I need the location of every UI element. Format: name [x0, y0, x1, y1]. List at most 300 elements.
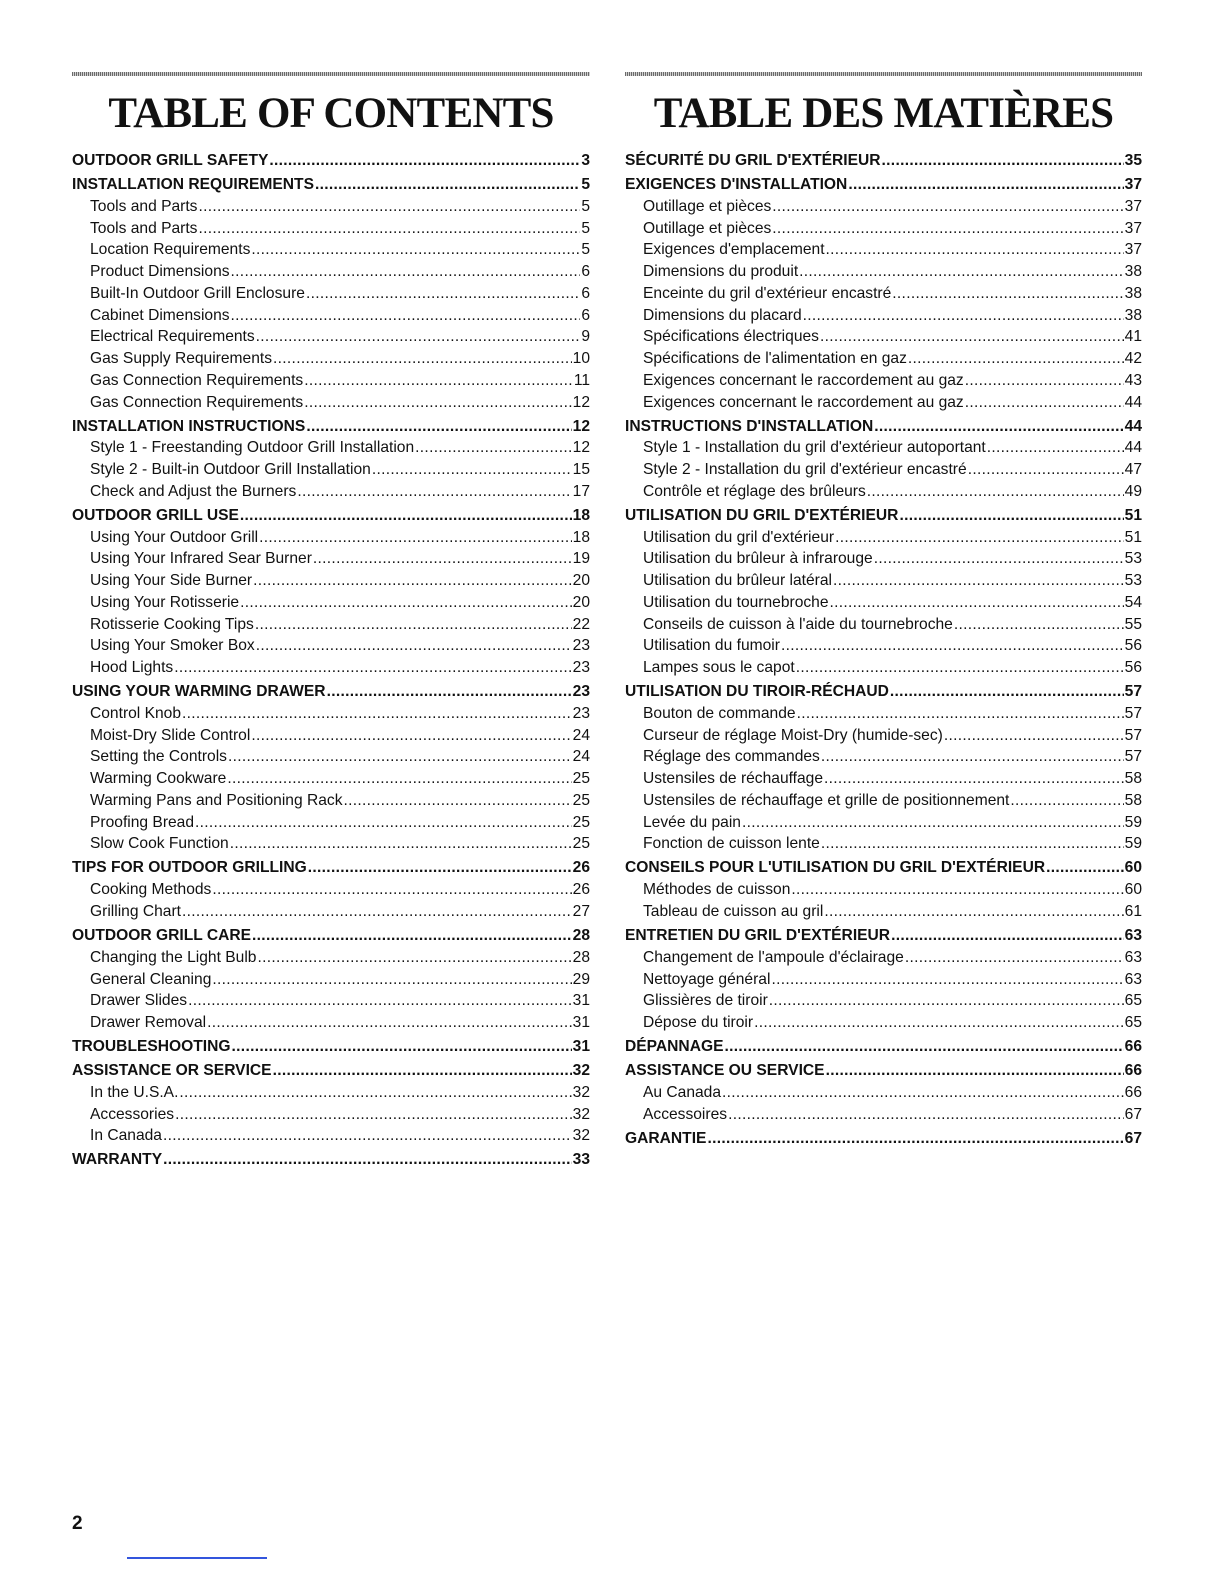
entry-page-number: 44 [1124, 417, 1142, 435]
entry-label: Gas Supply Requirements [90, 350, 273, 368]
dot-leader [163, 1125, 572, 1147]
toc-section-entry[interactable] [72, 1060, 590, 1082]
entry-page-number: 41 [1124, 328, 1142, 346]
dot-leader [772, 196, 1123, 218]
toc-subentry[interactable] [625, 218, 1142, 240]
entry-label: Slow Cook Function [90, 835, 229, 853]
dot-leader [821, 833, 1124, 855]
toc-section-entry[interactable] [72, 416, 590, 438]
dot-leader [905, 947, 1124, 969]
dot-leader [182, 901, 572, 923]
entry-label: Warming Cookware [90, 770, 227, 788]
entry-page-number: 15 [572, 461, 590, 479]
toc-subentry[interactable] [72, 990, 590, 1012]
entry-page-number: 43 [1124, 371, 1142, 389]
toc-subentry[interactable] [625, 326, 1142, 348]
dot-leader [256, 326, 581, 348]
toc-subentry[interactable] [72, 326, 590, 348]
dot-leader [742, 812, 1124, 834]
entry-label: Using Your Smoker Box [90, 637, 255, 655]
toc-subentry[interactable] [72, 481, 590, 503]
dot-leader [297, 481, 571, 503]
entry-label: INSTALLATION REQUIREMENTS [72, 176, 314, 194]
dot-leader [255, 614, 572, 636]
entry-label: Utilisation du gril d'extérieur [643, 528, 835, 546]
dot-leader [227, 768, 571, 790]
dot-leader [253, 570, 572, 592]
toc-subentry[interactable] [625, 305, 1142, 327]
entry-page-number: 67 [1124, 1129, 1142, 1147]
entry-label: Exigences concernant le raccordement au gaz [643, 371, 964, 389]
toc-subentry[interactable] [625, 592, 1142, 614]
entry-page-number: 3 [581, 152, 590, 169]
toc-subentry[interactable] [72, 218, 590, 240]
entry-label: Built-In Outdoor Grill Enclosure [90, 284, 305, 302]
dot-leader [899, 505, 1123, 527]
dot-leader [833, 570, 1124, 592]
toc-section-entry[interactable] [72, 505, 590, 527]
toc-subentry[interactable] [72, 746, 590, 768]
entry-label: Using Your Outdoor Grill [90, 528, 259, 546]
toc-subentry[interactable] [72, 703, 590, 725]
entry-label: INSTALLATION INSTRUCTIONS [72, 417, 306, 435]
entry-page-number: 35 [1124, 152, 1142, 169]
entry-page-number: 37 [1124, 241, 1142, 259]
dot-leader [867, 481, 1124, 503]
entry-page-number: 27 [572, 902, 590, 920]
dot-leader [212, 969, 571, 991]
toc-title: TABLE DES MATIÈRES [653, 90, 1114, 137]
entry-page-number: 6 [581, 284, 590, 302]
entry-page-number: 58 [1124, 770, 1142, 788]
entry-label: Conseils de cuisson à l'aide du tournebroche [643, 615, 953, 633]
dot-leader [968, 459, 1124, 481]
entry-label: Spécifications de l'alimentation en gaz [643, 350, 907, 368]
entry-page-number: 38 [1124, 284, 1142, 302]
entry-page-number: 5 [581, 176, 590, 194]
toc-subentry[interactable] [72, 812, 590, 834]
toc-subentry[interactable] [72, 283, 590, 305]
dot-leader [724, 1036, 1123, 1058]
toc-subentry[interactable] [625, 481, 1142, 503]
entry-page-number: 55 [1124, 615, 1142, 633]
dot-leader [908, 348, 1124, 370]
dot-leader [797, 703, 1124, 725]
toc-subentry[interactable] [625, 527, 1142, 549]
entry-label: Using Your Infrared Sear Burner [90, 550, 312, 568]
entry-page-number: 37 [1124, 176, 1142, 194]
dot-leader [251, 725, 571, 747]
dot-leader [315, 174, 580, 196]
dot-leader [891, 925, 1124, 947]
entry-page-number: 38 [1124, 263, 1142, 281]
toc-section-entry[interactable] [72, 1149, 590, 1171]
header-rule [625, 72, 1142, 76]
toc-subentry[interactable] [72, 196, 590, 218]
entry-page-number: 56 [1124, 659, 1142, 677]
toc-subentry[interactable] [72, 614, 590, 636]
dot-leader [273, 1060, 572, 1082]
entry-label: Tools and Parts [90, 197, 198, 215]
dot-leader [874, 416, 1123, 438]
dot-leader [830, 592, 1124, 614]
entry-label: Style 2 - Installation du gril d'extérieur encastré [643, 461, 967, 479]
toc-subentry[interactable] [625, 833, 1142, 855]
entry-label: Using Your Rotisserie [90, 593, 240, 611]
toc-subentry[interactable] [625, 879, 1142, 901]
toc-subentry[interactable] [72, 261, 590, 283]
entry-page-number: 10 [572, 350, 590, 368]
entry-page-number: 37 [1124, 219, 1142, 237]
dot-leader [174, 657, 571, 679]
entry-label: GARANTIE [625, 1129, 707, 1147]
entry-label: OUTDOOR GRILL SAFETY [72, 152, 269, 169]
dot-leader [273, 348, 572, 370]
footer-rule [127, 1557, 267, 1559]
entry-label: Product Dimensions [90, 263, 230, 281]
dot-leader [771, 969, 1123, 991]
entry-page-number: 25 [572, 791, 590, 809]
dot-leader [304, 370, 573, 392]
toc-subentry[interactable] [625, 812, 1142, 834]
entry-page-number: 6 [581, 263, 590, 281]
entry-page-number: 20 [572, 593, 590, 611]
dot-leader [259, 527, 571, 549]
entry-label: Utilisation du brûleur à infrarouge [643, 550, 873, 568]
entry-label: INSTRUCTIONS D'INSTALLATION [625, 417, 874, 435]
entry-label: TIPS FOR OUTDOOR GRILLING [72, 859, 307, 877]
dot-leader [251, 239, 580, 261]
dot-leader [796, 657, 1124, 679]
toc-subentry[interactable] [625, 1012, 1142, 1034]
toc-subentry[interactable] [625, 570, 1142, 592]
entry-label: Bouton de commande [643, 704, 796, 722]
entry-label: Dépose du tiroir [643, 1014, 754, 1032]
toc-subentry[interactable] [625, 370, 1142, 392]
toc-subentry[interactable] [625, 392, 1142, 414]
entry-label: Tools and Parts [90, 219, 198, 237]
entry-page-number: 28 [572, 948, 590, 966]
toc-subentry[interactable] [625, 990, 1142, 1012]
entry-page-number: 12 [572, 393, 590, 411]
dot-leader [954, 614, 1124, 636]
toc-subentry[interactable] [72, 392, 590, 414]
toc-section-entry[interactable] [72, 857, 590, 879]
dot-leader [728, 1104, 1124, 1126]
toc-section-entry[interactable] [72, 1036, 590, 1058]
dot-leader [848, 174, 1123, 196]
toc-section-entry[interactable] [72, 150, 590, 172]
toc-subentry[interactable] [72, 348, 590, 370]
header-rule [72, 72, 590, 76]
entry-page-number: 18 [572, 506, 590, 524]
dot-leader [824, 768, 1124, 790]
entry-page-number: 25 [572, 835, 590, 853]
dot-leader [175, 1104, 572, 1126]
entry-label: USING YOUR WARMING DRAWER [72, 683, 326, 701]
toc-subentry[interactable] [72, 570, 590, 592]
toc-subentry[interactable] [72, 901, 590, 923]
entry-page-number: 53 [1124, 550, 1142, 568]
entry-label: Control Knob [90, 704, 182, 722]
entry-label: Grilling Chart [90, 902, 181, 920]
entry-label: Contrôle et réglage des brûleurs [643, 482, 866, 500]
entry-page-number: 59 [1124, 835, 1142, 853]
dot-leader [212, 879, 571, 901]
dot-leader [1046, 857, 1124, 879]
entry-page-number: 57 [1124, 704, 1142, 722]
dot-leader [240, 505, 572, 527]
toc-subentry[interactable] [72, 239, 590, 261]
dot-leader [306, 416, 571, 438]
entry-label: Glissières de tiroir [643, 992, 768, 1010]
dot-leader [772, 218, 1123, 240]
entry-page-number: 63 [1124, 927, 1142, 945]
toc-subentry[interactable] [625, 459, 1142, 481]
entry-label: Cooking Methods [90, 881, 212, 899]
dot-leader [256, 635, 572, 657]
toc-subentry[interactable] [625, 283, 1142, 305]
dot-leader [1010, 790, 1123, 812]
toc-subentry[interactable] [72, 1104, 590, 1126]
entry-page-number: 57 [1124, 726, 1142, 744]
entry-label: Gas Connection Requirements [90, 371, 304, 389]
dot-leader [269, 150, 580, 172]
dot-leader [228, 746, 572, 768]
toc-section-entry[interactable] [625, 416, 1142, 438]
toc-subentry[interactable] [625, 725, 1142, 747]
entry-label: ASSISTANCE OU SERVICE [625, 1062, 825, 1080]
toc-entries [72, 150, 590, 1171]
dot-leader [769, 990, 1124, 1012]
dot-leader [965, 370, 1124, 392]
toc-section-entry[interactable] [625, 1060, 1142, 1082]
entry-label: Fonction de cuisson lente [643, 835, 820, 853]
toc-subentry[interactable] [625, 261, 1142, 283]
toc-subentry[interactable] [72, 879, 590, 901]
toc-subentry[interactable] [72, 635, 590, 657]
entry-label: Location Requirements [90, 241, 251, 259]
entry-page-number: 19 [572, 550, 590, 568]
entry-label: Gas Connection Requirements [90, 393, 304, 411]
toc-subentry[interactable] [625, 196, 1142, 218]
entry-page-number: 31 [572, 992, 590, 1010]
entry-label: Style 1 - Freestanding Outdoor Grill Installation [90, 439, 415, 457]
toc-subentry[interactable] [72, 370, 590, 392]
dot-leader [824, 901, 1123, 923]
entry-label: Hood Lights [90, 659, 174, 677]
toc-subentry[interactable] [625, 901, 1142, 923]
entry-page-number: 23 [572, 704, 590, 722]
entry-page-number: 42 [1124, 350, 1142, 368]
entry-label: Dimensions du placard [643, 306, 802, 324]
toc-subentry[interactable] [72, 592, 590, 614]
toc-section-entry[interactable] [625, 1036, 1142, 1058]
entry-page-number: 24 [572, 748, 590, 766]
entry-page-number: 9 [581, 328, 590, 346]
entry-page-number: 23 [572, 659, 590, 677]
entry-label: EXIGENCES D'INSTALLATION [625, 176, 848, 194]
toc-subentry[interactable] [72, 437, 590, 459]
toc-subentry[interactable] [72, 1082, 590, 1104]
entry-label: UTILISATION DU TIROIR-RÉCHAUD [625, 683, 889, 701]
dot-leader [987, 437, 1124, 459]
entry-page-number: 47 [1124, 461, 1142, 479]
entry-label: In the U.S.A. [90, 1083, 179, 1101]
entry-label: Proofing Bread [90, 813, 195, 831]
entry-label: Using Your Side Burner [90, 572, 253, 590]
toc-subentry[interactable] [72, 969, 590, 991]
toc-subentry[interactable] [72, 833, 590, 855]
entry-page-number: 25 [572, 813, 590, 831]
dot-leader [232, 1036, 572, 1058]
entry-page-number: 25 [572, 770, 590, 788]
dot-leader [791, 879, 1123, 901]
entry-label: Enceinte du gril d'extérieur encastré [643, 284, 892, 302]
toc-section-entry[interactable] [625, 925, 1142, 947]
toc-subentry[interactable] [625, 657, 1142, 679]
entry-page-number: 57 [1124, 748, 1142, 766]
toc-subentry[interactable] [72, 725, 590, 747]
entry-page-number: 23 [572, 683, 590, 701]
entry-label: Levée du pain [643, 813, 741, 831]
toc-title: TABLE OF CONTENTS [108, 90, 554, 137]
entry-page-number: 12 [572, 439, 590, 457]
entry-label: Style 2 - Built-in Outdoor Grill Installation [90, 461, 371, 479]
entry-label: Drawer Slides [90, 992, 188, 1010]
entry-label: In Canada [90, 1127, 162, 1145]
toc-subentry[interactable] [72, 1125, 590, 1147]
entry-label: Accessories [90, 1105, 175, 1123]
entry-label: Moist-Dry Slide Control [90, 726, 251, 744]
toc-section-entry[interactable] [625, 174, 1142, 196]
toc-subentry[interactable] [72, 790, 590, 812]
entry-page-number: 63 [1124, 970, 1142, 988]
entry-label: Ustensiles de réchauffage et grille de positionnement [643, 791, 1010, 809]
entry-label: UTILISATION DU GRIL D'EXTÉRIEUR [625, 506, 899, 524]
entry-page-number: 31 [572, 1038, 590, 1056]
toc-section-entry[interactable] [72, 681, 590, 703]
toc-section-entry[interactable] [72, 174, 590, 196]
toc-subentry[interactable] [72, 947, 590, 969]
toc-subentry[interactable] [625, 1104, 1142, 1126]
toc-subentry[interactable] [625, 1082, 1142, 1104]
entry-label: ASSISTANCE OR SERVICE [72, 1062, 272, 1080]
entry-page-number: 49 [1124, 482, 1142, 500]
entry-label: Accessoires [643, 1105, 728, 1123]
entry-label: Changing the Light Bulb [90, 948, 257, 966]
entry-label: Spécifications électriques [643, 328, 819, 346]
toc-section-entry[interactable] [625, 1128, 1142, 1150]
toc-subentry[interactable] [72, 768, 590, 790]
toc-subentry[interactable] [625, 768, 1142, 790]
entry-page-number: 66 [1124, 1062, 1142, 1080]
entry-page-number: 60 [1124, 881, 1142, 899]
dot-leader [344, 790, 572, 812]
dot-leader [230, 833, 572, 855]
entry-label: Rotisserie Cooking Tips [90, 615, 254, 633]
entry-page-number: 51 [1124, 528, 1142, 546]
toc-subentry[interactable] [72, 459, 590, 481]
dot-leader [781, 635, 1124, 657]
entry-page-number: 61 [1124, 902, 1142, 920]
dot-leader [890, 681, 1124, 703]
entry-page-number: 28 [572, 927, 590, 945]
dot-leader [754, 1012, 1124, 1034]
toc-section-entry[interactable] [625, 857, 1142, 879]
entry-label: Electrical Requirements [90, 328, 255, 346]
entry-label: CONSEILS POUR L'UTILISATION DU GRIL D'EXTÉRIEUR [625, 859, 1046, 877]
toc-section-entry[interactable] [625, 505, 1142, 527]
entry-label: Ustensiles de réchauffage [643, 770, 824, 788]
toc-subentry[interactable] [625, 239, 1142, 261]
toc-subentry[interactable] [625, 703, 1142, 725]
toc-subentry[interactable] [625, 548, 1142, 570]
dot-leader [163, 1149, 572, 1171]
entry-label: Changement de l'ampoule d'éclairage [643, 948, 904, 966]
entry-label: WARRANTY [72, 1151, 163, 1169]
toc-subentry[interactable] [72, 548, 590, 570]
entry-page-number: 67 [1124, 1105, 1142, 1123]
entry-label: Réglage des commandes [643, 748, 820, 766]
entry-label: Nettoyage général [643, 970, 771, 988]
entry-page-number: 65 [1124, 992, 1142, 1010]
entry-label: Exigences concernant le raccordement au gaz [643, 393, 964, 411]
toc-section-entry[interactable] [72, 925, 590, 947]
entry-page-number: 24 [572, 726, 590, 744]
entry-page-number: 44 [1124, 393, 1142, 411]
dot-leader [188, 990, 572, 1012]
toc-subentry[interactable] [625, 947, 1142, 969]
toc-subentry[interactable] [625, 790, 1142, 812]
dot-leader [198, 218, 580, 240]
entry-label: General Cleaning [90, 970, 212, 988]
toc-section-entry[interactable] [625, 150, 1142, 172]
toc-subentry[interactable] [625, 635, 1142, 657]
dot-leader [306, 283, 580, 305]
dot-leader [826, 239, 1124, 261]
toc-section-entry[interactable] [625, 681, 1142, 703]
toc-subentry[interactable] [72, 527, 590, 549]
dot-leader [722, 1082, 1124, 1104]
toc-subentry[interactable] [72, 1012, 590, 1034]
dot-leader [252, 925, 572, 947]
dot-leader [231, 261, 581, 283]
toc-subentry[interactable] [625, 348, 1142, 370]
toc-subentry[interactable] [625, 969, 1142, 991]
toc-subentry[interactable] [72, 657, 590, 679]
dot-leader [965, 392, 1124, 414]
entry-label: Outillage et pièces [643, 197, 772, 215]
toc-subentry[interactable] [72, 305, 590, 327]
dot-leader [372, 459, 572, 481]
entry-label: Lampes sous le capot [643, 659, 795, 677]
entry-page-number: 12 [572, 417, 590, 435]
toc-subentry[interactable] [625, 437, 1142, 459]
toc-subentry[interactable] [625, 746, 1142, 768]
entry-page-number: 54 [1124, 593, 1142, 611]
entry-page-number: 56 [1124, 637, 1142, 655]
dot-leader [257, 947, 571, 969]
entry-label: OUTDOOR GRILL USE [72, 506, 239, 524]
entry-page-number: 65 [1124, 1014, 1142, 1032]
entry-label: Exigences d'emplacement [643, 241, 825, 259]
entry-label: Drawer Removal [90, 1014, 207, 1032]
dot-leader [313, 548, 572, 570]
entry-label: Style 1 - Installation du gril d'extérieur autoportant [643, 439, 986, 457]
toc-subentry[interactable] [625, 614, 1142, 636]
entry-page-number: 32 [572, 1105, 590, 1123]
